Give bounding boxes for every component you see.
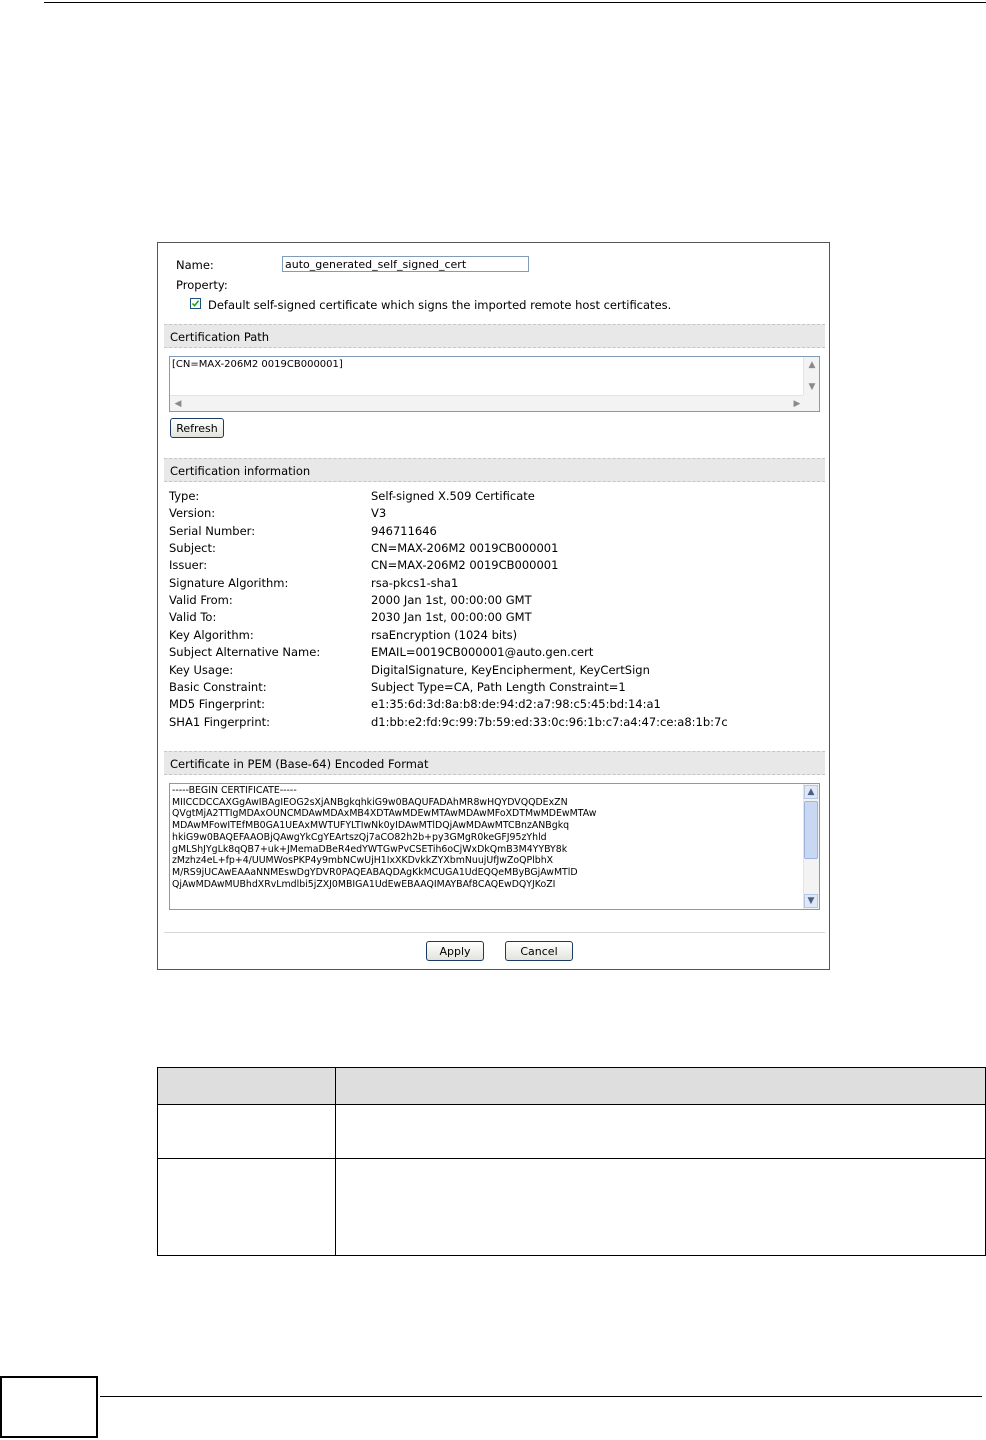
table-cell [158, 1105, 336, 1159]
property-label: Property: [176, 278, 228, 292]
cancel-button[interactable]: Cancel [505, 941, 573, 961]
pem-title: Certificate in PEM (Base-64) Encoded Format [170, 757, 429, 771]
pem-line: QjAwMDAwMUBhdXRvLmdlbi5jZXJ0MBIGA1UdEwEBAAQIMAYBAf8CAQEwDQYJKoZI [172, 878, 556, 890]
scrollbar-corner [803, 395, 819, 411]
pem-vertical-scrollbar[interactable] [803, 784, 819, 909]
name-label: Name: [176, 258, 214, 272]
info-label: Subject: [169, 541, 216, 556]
info-row [169, 663, 819, 680]
scroll-up-icon[interactable]: ▲ [804, 785, 818, 799]
table-header-row [158, 1068, 986, 1105]
apply-button[interactable]: Apply [426, 941, 484, 961]
default-cert-checkbox[interactable] [190, 298, 201, 309]
info-value: rsa-pkcs1-sha1 [371, 575, 459, 590]
table-row [158, 1105, 986, 1159]
info-value: Subject Type=CA, Path Length Constraint=1 [371, 679, 626, 694]
pem-line: -----BEGIN CERTIFICATE----- [172, 785, 297, 796]
info-row [169, 524, 819, 541]
edit-certificate-dialog [157, 242, 830, 970]
certification-path-title: Certification Path [170, 330, 270, 344]
scroll-right-icon[interactable]: ▶ [793, 399, 801, 409]
pem-header [164, 751, 825, 775]
info-label: Key Algorithm: [169, 627, 254, 642]
certification-information-header [164, 458, 825, 482]
info-label: Valid To: [169, 610, 217, 625]
page-number-box [0, 1376, 98, 1438]
description-table [157, 1067, 986, 1256]
scroll-down-icon[interactable]: ▼ [804, 894, 818, 908]
info-label: Key Usage: [169, 662, 234, 677]
table-cell [336, 1105, 986, 1159]
info-row [169, 576, 819, 593]
info-row [169, 506, 819, 523]
checkmark-icon [191, 299, 200, 308]
certification-path-header [164, 324, 825, 348]
scroll-thumb[interactable] [804, 801, 818, 859]
info-value: e1:35:6d:3d:8a:b8:de:94:d2:a7:98:c5:45:bd:14:a1 [371, 697, 661, 712]
pem-line: MIICCDCCAXGgAwIBAgIEOG2sXjANBgkqhkiG9w0BAQUFADAhMR8wHQYDVQQDExZN [172, 796, 568, 808]
info-row [169, 680, 819, 697]
info-label: MD5 Fingerprint: [169, 697, 266, 712]
info-label: Version: [169, 506, 216, 521]
certification-path-box[interactable] [169, 356, 820, 412]
info-row [169, 558, 819, 575]
page-top-rule [44, 2, 986, 3]
info-row [169, 645, 819, 662]
pem-textarea[interactable] [169, 783, 820, 910]
table-row [158, 1159, 986, 1256]
name-input[interactable] [282, 256, 529, 272]
pem-line: QVgtMjA2TTIgMDAxOUNCMDAwMDAxMB4XDTAwMDEwMTAwMDAwMFoXDTMwMDEwMTAw [172, 808, 597, 820]
info-row [169, 541, 819, 558]
scroll-left-icon[interactable]: ◀ [174, 399, 182, 409]
info-label: SHA1 Fingerprint: [169, 714, 271, 729]
info-value: 2030 Jan 1st, 00:00:00 GMT [371, 610, 532, 625]
path-horizontal-scrollbar[interactable] [170, 395, 805, 411]
pem-line: M/RS9jUCAwEAAaNNMEswDgYDVR0PAQEABAQDAgKkMCUGA1UdEQQeMByBGjAwMTlD [172, 866, 578, 878]
table-header-cell [336, 1068, 986, 1105]
table-cell [336, 1159, 986, 1256]
footer-separator [164, 932, 825, 933]
info-row [169, 489, 819, 506]
info-label: Basic Constraint: [169, 679, 267, 694]
info-value: EMAIL=0019CB000001@auto.gen.cert [371, 645, 594, 660]
pem-content [172, 785, 596, 890]
certification-information-title: Certification information [170, 464, 311, 478]
table-cell [158, 1159, 336, 1256]
info-value: 2000 Jan 1st, 00:00:00 GMT [371, 593, 532, 608]
info-row [169, 610, 819, 627]
scroll-up-icon[interactable]: ▲ [808, 360, 816, 370]
info-row [169, 697, 819, 714]
info-row [169, 628, 819, 645]
certification-path-value: [CN=MAX-206M2 0019CB000001] [172, 359, 343, 370]
info-value: d1:bb:e2:fd:9c:99:7b:59:ed:33:0c:96:1b:c7:a4:47:ce:a8:1b:7c [371, 714, 728, 729]
pem-line: zMzhz4eL+fp+4/UUMWosPKP4y9mbNCwUjH1IxXKDvkkZYXbmNuujUfJwZoQPlbhX [172, 855, 554, 867]
default-cert-label: Default self-signed certificate which signs the imported remote host certificates. [208, 298, 672, 312]
info-row [169, 715, 819, 732]
page-bottom-rule [100, 1396, 982, 1397]
path-vertical-scrollbar[interactable] [803, 357, 819, 397]
info-label: Subject Alternative Name: [169, 645, 321, 660]
info-value: CN=MAX-206M2 0019CB000001 [371, 541, 559, 556]
pem-line: MDAwMFowITEfMB0GA1UEAxMWTUFYLTIwNk0yIDAwMTlDQjAwMDAwMTCBnzANBgkq [172, 820, 570, 832]
info-label: Serial Number: [169, 523, 256, 538]
refresh-button[interactable]: Refresh [170, 418, 224, 438]
info-label: Valid From: [169, 593, 233, 608]
info-row [169, 593, 819, 610]
info-value: CN=MAX-206M2 0019CB000001 [371, 558, 559, 573]
table-header-cell [158, 1068, 336, 1105]
info-value: 946711646 [371, 523, 437, 538]
info-value: rsaEncryption (1024 bits) [371, 627, 518, 642]
info-label: Type: [169, 489, 200, 503]
info-label: Signature Algorithm: [169, 575, 289, 590]
info-value: DigitalSignature, KeyEncipherment, KeyCertSign [371, 662, 650, 677]
pem-line: hkiG9w0BAQEFAAOBjQAwgYkCgYEArtszQj7aCO82h2b+py3GMgR0keGFJ95zYhld [172, 831, 547, 843]
info-value: V3 [371, 506, 387, 521]
scroll-down-icon[interactable]: ▼ [808, 382, 816, 392]
info-label: Issuer: [169, 558, 208, 573]
pem-line: gMLShJYgLk8qQB7+uk+JMemaDBeR4edYWTGwPvCSETih6oCjWxDkQmB3M4YYBY8k [172, 843, 568, 855]
info-value: Self-signed X.509 Certificate [371, 489, 535, 503]
